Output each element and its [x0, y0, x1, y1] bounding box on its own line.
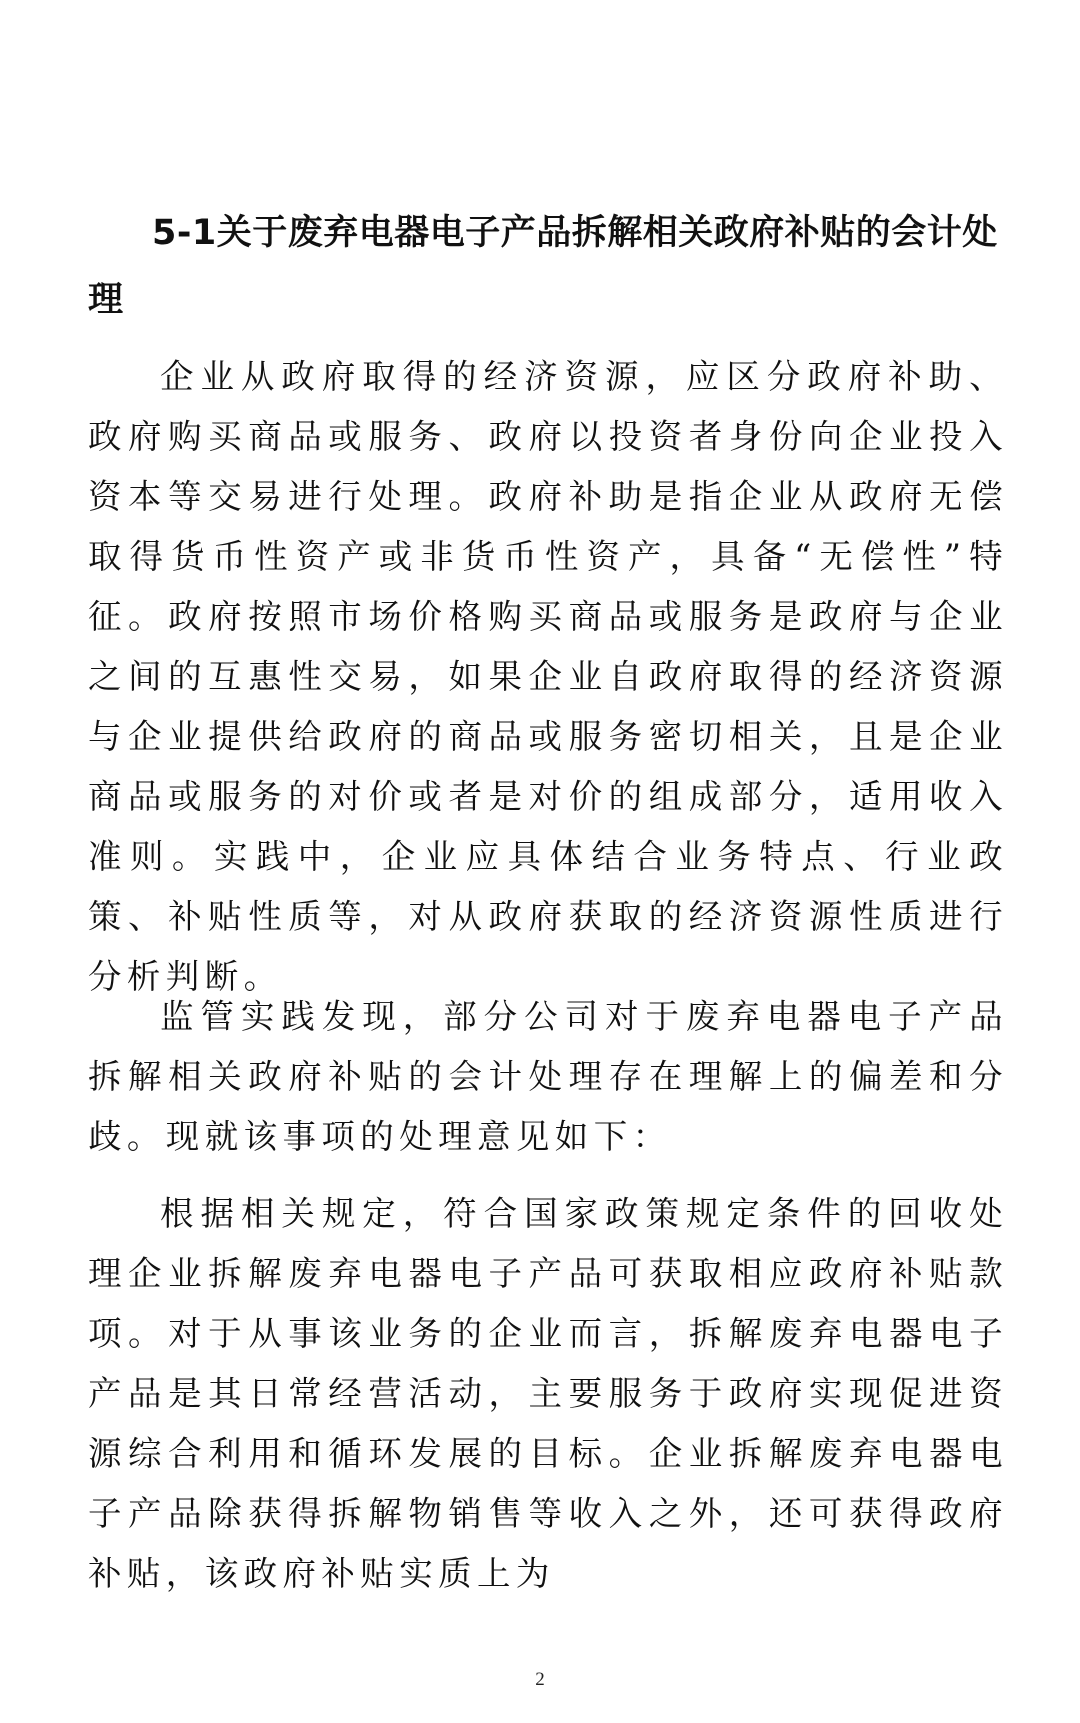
page-number: 2	[535, 1669, 545, 1690]
body-paragraph: 企业从政府取得的经济资源，应区分政府补助、政府购买商品或服务、政府以投资者身份向企业投入资本等交易进行处理。政府补助是指企业从政府无偿取得货币性资产或非货币性资产，具备“无偿性”特征。政府按照市场价格购买商品或服务是政府与企业之间的互惠性交易，如果企业自政府取得的经济资源与企业提供给政府的商品或服务密切相关，且是企业商品或服务的对价或者是对价的组成部分，适用收入准则。实践中，企业应具体结合业务特点、行业政策、补贴性质等，对从政府获取的经济资源性质进行分析判断。	[88, 357, 1008, 996]
body-paragraph: 根据相关规定，符合国家政策规定条件的回收处理企业拆解废弃电器电子产品可获取相应政府补贴款项。对于从事该业务的企业而言，拆解废弃电器电子产品是其日常经营活动，主要服务于政府实现促进资源综合利用和循环发展的目标。企业拆解废弃电器电子产品除获得拆解物销售等收入之外，还可获得政府补贴，该政府补贴实质上为	[88, 1194, 1008, 1593]
section-heading: 5-1关于废弃电器电子产品拆解相关政府补贴的会计处理	[88, 213, 998, 320]
body-paragraph: 监管实践发现，部分公司对于废弃电器电子产品拆解相关政府补贴的会计处理存在理解上的偏差和分歧。现就该事项的处理意见如下：	[88, 997, 1008, 1156]
